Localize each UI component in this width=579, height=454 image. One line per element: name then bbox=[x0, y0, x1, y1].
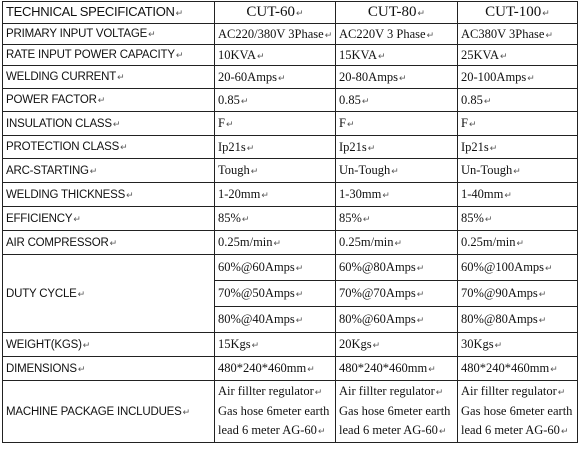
package-line bbox=[339, 402, 454, 421]
row-label-cell bbox=[3, 66, 215, 89]
return-mark-icon: ↵ bbox=[399, 72, 407, 83]
value-cell bbox=[336, 112, 458, 136]
cell-value: 60%@100Amps bbox=[461, 260, 545, 274]
return-mark-icon: ↵ bbox=[468, 119, 477, 129]
cell-value: 80%@80Amps bbox=[461, 312, 538, 326]
header-model-cut60: CUT-60 bbox=[246, 4, 296, 20]
cell-value: 20Kgs bbox=[339, 337, 372, 351]
value-cell bbox=[458, 231, 578, 255]
return-mark-icon: ↵ bbox=[361, 95, 370, 106]
package-line-text: Gas hose 6meter earth bbox=[461, 404, 573, 418]
return-mark-icon: ↵ bbox=[296, 8, 304, 18]
return-mark-icon: ↵ bbox=[377, 50, 386, 61]
return-mark-icon: ↵ bbox=[295, 263, 304, 273]
return-mark-icon: ↵ bbox=[246, 142, 255, 153]
return-mark-icon: ↵ bbox=[175, 50, 184, 60]
row-label: EFFICIENCY bbox=[6, 212, 73, 225]
cell-value: 80%@40Amps bbox=[218, 312, 295, 326]
value-cell bbox=[215, 89, 336, 112]
header-row bbox=[3, 2, 578, 24]
table-row bbox=[3, 45, 578, 66]
value-cell bbox=[336, 89, 458, 112]
value-cell bbox=[458, 183, 578, 207]
cell-value: 480*240*460mm bbox=[339, 361, 428, 375]
row-label-cell bbox=[3, 231, 215, 255]
return-mark-icon: ↵ bbox=[416, 315, 425, 325]
value-cell bbox=[336, 45, 458, 66]
table-row bbox=[3, 112, 578, 136]
package-cell bbox=[336, 381, 458, 443]
header-model-cut80: CUT-80 bbox=[367, 4, 417, 20]
row-label: PRIMARY INPUT VOLTAGE bbox=[6, 28, 148, 40]
cell-value: 0.85 bbox=[218, 92, 240, 107]
return-mark-icon: ↵ bbox=[542, 8, 550, 18]
value-cell bbox=[215, 231, 336, 255]
row-label-cell bbox=[3, 159, 215, 183]
return-mark-icon: ↵ bbox=[545, 263, 553, 273]
row-label-cell bbox=[3, 381, 215, 443]
cell-value: Un-Tough bbox=[339, 163, 391, 177]
value-cell bbox=[458, 66, 578, 89]
spec-table-body bbox=[3, 2, 578, 443]
row-label-cell bbox=[3, 333, 215, 357]
return-mark-icon: ↵ bbox=[77, 363, 86, 374]
table-row bbox=[3, 357, 578, 381]
package-line-text: Air fillter regulator bbox=[461, 384, 557, 398]
return-mark-icon: ↵ bbox=[426, 29, 435, 40]
value-cell bbox=[215, 333, 336, 357]
header-spec-cell bbox=[3, 2, 215, 24]
return-mark-icon: ↵ bbox=[148, 29, 156, 39]
return-mark-icon: ↵ bbox=[324, 29, 333, 40]
value-cell bbox=[336, 307, 458, 333]
return-mark-icon: ↵ bbox=[112, 118, 121, 129]
row-label-cell bbox=[3, 183, 215, 207]
value-cell bbox=[215, 183, 336, 207]
header-model-cell bbox=[336, 2, 458, 24]
table-row bbox=[3, 66, 578, 89]
value-cell bbox=[336, 207, 458, 231]
row-label-cell bbox=[3, 207, 215, 231]
value-cell bbox=[215, 136, 336, 159]
return-mark-icon: ↵ bbox=[499, 50, 508, 61]
cell-value: 85% bbox=[218, 211, 241, 225]
return-mark-icon: ↵ bbox=[126, 189, 134, 200]
cell-value: AC220V 3 Phase bbox=[339, 26, 426, 41]
return-mark-icon: ↵ bbox=[256, 50, 265, 61]
cell-value: 70%@90Amps bbox=[461, 286, 538, 300]
return-mark-icon: ↵ bbox=[295, 315, 304, 325]
row-label-cell bbox=[3, 357, 215, 381]
value-cell bbox=[336, 136, 458, 159]
cell-value: 70%@70Amps bbox=[339, 286, 416, 300]
return-mark-icon: ↵ bbox=[538, 315, 547, 325]
package-line bbox=[218, 382, 332, 402]
return-mark-icon: ↵ bbox=[391, 166, 399, 176]
cell-value: 0.25m/min bbox=[339, 235, 394, 249]
value-cell bbox=[458, 136, 578, 159]
return-mark-icon: ↵ bbox=[250, 166, 259, 176]
cell-value: 15Kgs bbox=[218, 337, 251, 351]
value-cell bbox=[215, 255, 336, 281]
cell-value: 20-60Amps bbox=[218, 69, 278, 84]
value-cell bbox=[336, 231, 458, 255]
return-mark-icon: ↵ bbox=[416, 289, 425, 299]
value-cell bbox=[336, 255, 458, 281]
cell-value: 15KVA bbox=[339, 47, 377, 62]
return-mark-icon: ↵ bbox=[382, 190, 390, 200]
row-label: AIR COMPRESSOR bbox=[6, 236, 109, 249]
return-mark-icon: ↵ bbox=[295, 289, 304, 299]
return-mark-icon: ↵ bbox=[182, 406, 190, 417]
table-row bbox=[3, 333, 578, 357]
table-row bbox=[3, 207, 578, 231]
package-line-text: Air fillter regulator bbox=[218, 384, 314, 398]
package-line-text: lead 6 meter AG-60 bbox=[218, 423, 317, 437]
package-cell bbox=[458, 381, 578, 443]
return-mark-icon: ↵ bbox=[545, 29, 554, 40]
cell-value: AC380V 3Phase bbox=[461, 26, 545, 41]
header-model-cut100: CUT-100 bbox=[485, 4, 542, 20]
return-mark-icon: ↵ bbox=[538, 289, 547, 299]
value-cell bbox=[215, 159, 336, 183]
row-label: POWER FACTOR bbox=[6, 94, 97, 106]
package-cell bbox=[215, 381, 336, 443]
return-mark-icon: ↵ bbox=[346, 119, 355, 129]
return-mark-icon: ↵ bbox=[97, 95, 106, 105]
value-cell bbox=[215, 24, 336, 45]
value-cell bbox=[458, 24, 578, 45]
cell-value: 0.25m/min bbox=[461, 235, 516, 249]
cell-value: 30Kgs bbox=[461, 337, 494, 351]
return-mark-icon: ↵ bbox=[89, 165, 98, 176]
header-model-cell bbox=[215, 2, 336, 24]
return-mark-icon: ↵ bbox=[516, 238, 525, 248]
value-cell bbox=[458, 357, 578, 381]
cell-value: 480*240*460mm bbox=[218, 361, 307, 375]
value-cell bbox=[458, 333, 578, 357]
row-label: WELDING THICKNESS bbox=[6, 188, 126, 201]
return-mark-icon: ↵ bbox=[483, 95, 492, 106]
row-label: RATE INPUT POWER CAPACITY bbox=[6, 49, 175, 61]
duty-cycle-row bbox=[3, 255, 578, 281]
cell-value: 25KVA bbox=[461, 47, 499, 62]
spec-table bbox=[2, 1, 578, 443]
return-mark-icon: ↵ bbox=[175, 8, 183, 18]
return-mark-icon: ↵ bbox=[241, 214, 250, 224]
duty-cycle-label-cell bbox=[3, 255, 215, 333]
header-model-cell bbox=[458, 2, 578, 24]
row-label: DIMENSIONS bbox=[6, 362, 77, 375]
return-mark-icon: ↵ bbox=[73, 213, 81, 224]
return-mark-icon: ↵ bbox=[513, 166, 521, 176]
value-cell bbox=[215, 307, 336, 333]
return-mark-icon: ↵ bbox=[560, 426, 569, 436]
row-label: ARC-STARTING bbox=[6, 164, 89, 177]
value-cell bbox=[458, 89, 578, 112]
value-cell bbox=[215, 66, 336, 89]
value-cell bbox=[336, 159, 458, 183]
cell-value: 10KVA bbox=[218, 47, 256, 62]
value-cell bbox=[336, 183, 458, 207]
value-cell bbox=[215, 45, 336, 66]
cell-value: 60%@60Amps bbox=[218, 260, 295, 274]
cell-value: 0.85 bbox=[339, 92, 361, 107]
package-line bbox=[339, 421, 454, 441]
cell-value: 1-40mm bbox=[461, 187, 504, 201]
return-mark-icon: ↵ bbox=[278, 72, 286, 83]
return-mark-icon: ↵ bbox=[484, 214, 493, 224]
value-cell bbox=[336, 24, 458, 45]
cell-value: 60%@80Amps bbox=[339, 260, 416, 274]
row-label: WELDING CURRENT bbox=[6, 71, 117, 83]
value-cell bbox=[215, 112, 336, 136]
value-cell bbox=[458, 112, 578, 136]
table-row bbox=[3, 183, 578, 207]
package-line bbox=[461, 421, 574, 441]
value-cell bbox=[458, 207, 578, 231]
header-spec-label: TECHNICAL SPECIFICATION bbox=[6, 4, 175, 19]
value-cell bbox=[458, 159, 578, 183]
table-row bbox=[3, 231, 578, 255]
cell-value: 70%@50Amps bbox=[218, 286, 295, 300]
cell-value: Un-Tough bbox=[461, 163, 513, 177]
value-cell bbox=[458, 255, 578, 281]
cell-value: AC220/380V 3Phase bbox=[218, 26, 324, 41]
return-mark-icon: ↵ bbox=[489, 142, 498, 153]
return-mark-icon: ↵ bbox=[117, 72, 125, 82]
row-label-cell bbox=[3, 45, 215, 66]
cell-value: 85% bbox=[461, 211, 484, 225]
cell-value: 20-100Amps bbox=[461, 69, 527, 84]
row-label: PROTECTION CLASS bbox=[6, 141, 120, 153]
return-mark-icon: ↵ bbox=[307, 364, 315, 374]
return-mark-icon: ↵ bbox=[435, 387, 444, 397]
return-mark-icon: ↵ bbox=[428, 364, 436, 374]
package-line bbox=[218, 421, 332, 441]
cell-value: Ip21s bbox=[339, 139, 367, 154]
return-mark-icon: ↵ bbox=[367, 142, 376, 153]
package-line-text: Air fillter regulator bbox=[339, 384, 435, 398]
package-line bbox=[339, 382, 454, 402]
package-line-text: Gas hose 6meter earth bbox=[218, 404, 330, 418]
return-mark-icon: ↵ bbox=[372, 340, 381, 350]
row-label-cell bbox=[3, 89, 215, 112]
row-label-cell bbox=[3, 112, 215, 136]
cell-value: Ip21s bbox=[461, 139, 489, 154]
cell-value: 480*240*460mm bbox=[461, 361, 550, 375]
package-line bbox=[218, 402, 332, 421]
value-cell bbox=[336, 281, 458, 307]
value-cell bbox=[336, 66, 458, 89]
return-mark-icon: ↵ bbox=[251, 340, 260, 350]
value-cell bbox=[336, 333, 458, 357]
return-mark-icon: ↵ bbox=[120, 142, 128, 152]
cell-value: F bbox=[461, 116, 468, 130]
cell-value: Ip21s bbox=[218, 139, 246, 154]
return-mark-icon: ↵ bbox=[504, 190, 512, 200]
return-mark-icon: ↵ bbox=[77, 288, 85, 299]
return-mark-icon: ↵ bbox=[494, 340, 503, 350]
cell-value: 85% bbox=[339, 211, 362, 225]
package-line-text: lead 6 meter AG-60 bbox=[339, 423, 438, 437]
return-mark-icon: ↵ bbox=[416, 263, 425, 273]
table-row bbox=[3, 159, 578, 183]
table-row bbox=[3, 89, 578, 112]
return-mark-icon: ↵ bbox=[314, 387, 323, 397]
package-line-text: Gas hose 6meter earth bbox=[339, 404, 451, 418]
return-mark-icon: ↵ bbox=[362, 214, 371, 224]
value-cell bbox=[458, 281, 578, 307]
package-line bbox=[461, 402, 574, 421]
cell-value: 20-80Amps bbox=[339, 69, 399, 84]
cell-value: Tough bbox=[218, 163, 250, 177]
cell-value: 1-30mm bbox=[339, 187, 382, 201]
value-cell bbox=[458, 307, 578, 333]
return-mark-icon: ↵ bbox=[527, 72, 535, 83]
cell-value: 0.25m/min bbox=[218, 235, 273, 249]
return-mark-icon: ↵ bbox=[550, 364, 558, 374]
row-label: WEIGHT(KGS) bbox=[6, 338, 82, 351]
return-mark-icon: ↵ bbox=[82, 339, 91, 350]
cell-value: 1-20mm bbox=[218, 187, 261, 201]
return-mark-icon: ↵ bbox=[225, 119, 234, 129]
cell-value: F bbox=[339, 116, 346, 130]
value-cell bbox=[215, 281, 336, 307]
value-cell bbox=[336, 357, 458, 381]
return-mark-icon: ↵ bbox=[273, 238, 282, 248]
row-label-cell bbox=[3, 24, 215, 45]
package-line bbox=[461, 382, 574, 402]
return-mark-icon: ↵ bbox=[394, 238, 403, 248]
package-row bbox=[3, 381, 578, 443]
row-label-cell bbox=[3, 136, 215, 159]
row-label: MACHINE PACKAGE INCLUDUES bbox=[6, 405, 182, 418]
duty-cycle-label: DUTY CYCLE bbox=[6, 287, 77, 300]
value-cell bbox=[215, 357, 336, 381]
return-mark-icon: ↵ bbox=[417, 8, 426, 18]
return-mark-icon: ↵ bbox=[557, 387, 566, 397]
value-cell bbox=[215, 207, 336, 231]
cell-value: 80%@60Amps bbox=[339, 312, 416, 326]
return-mark-icon: ↵ bbox=[240, 95, 249, 106]
row-label: INSULATION CLASS bbox=[6, 117, 112, 130]
package-line-text: lead 6 meter AG-60 bbox=[461, 423, 560, 437]
table-row bbox=[3, 24, 578, 45]
table-row bbox=[3, 136, 578, 159]
cell-value: 0.85 bbox=[461, 92, 483, 107]
return-mark-icon: ↵ bbox=[261, 190, 269, 200]
return-mark-icon: ↵ bbox=[317, 426, 326, 436]
value-cell bbox=[458, 45, 578, 66]
cell-value: F bbox=[218, 116, 225, 130]
return-mark-icon: ↵ bbox=[109, 237, 117, 248]
return-mark-icon: ↵ bbox=[438, 426, 447, 436]
